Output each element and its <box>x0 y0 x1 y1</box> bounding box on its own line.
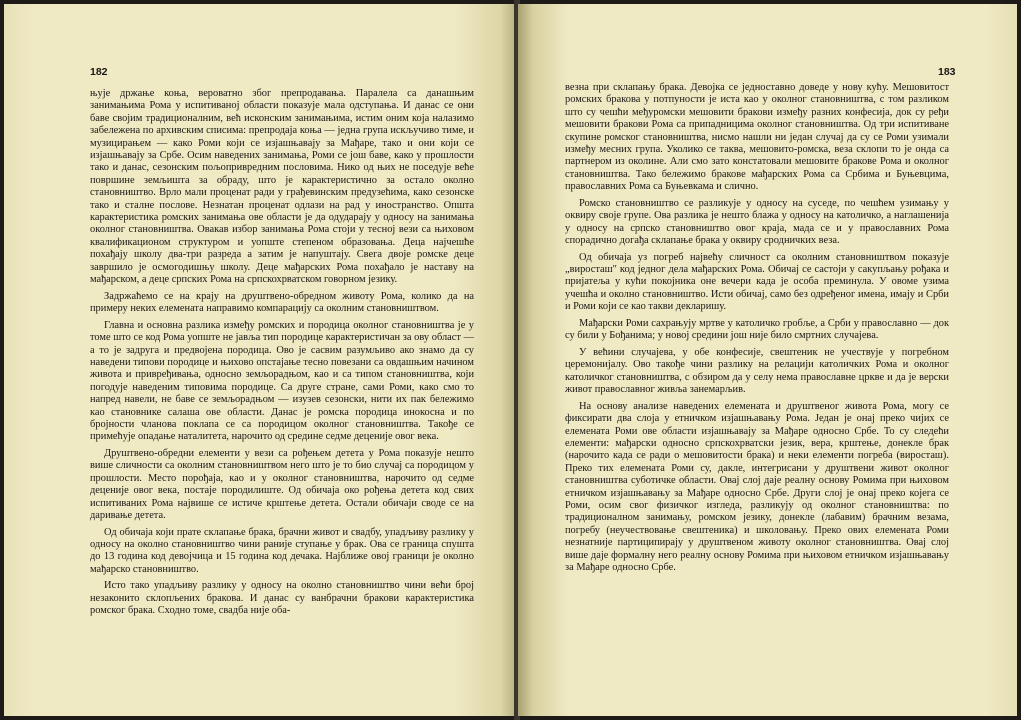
paragraph: Од обичаја који прате склапање брака, брачни живот и свадбу, упадљиву разлику у односу на околно становништво чини раније ступање у брак. Ова се граница спушта до 13 година код девојчица и 15 година код дечака. Најближе овој граници је околно мађарско становништво. <box>90 526 474 575</box>
paragraph: Главна и основна разлика између ромских и породица околног становништва је у томе што се код Рома уопште не јавља тип породице карактеристичан за ову област — а то је задруга и предвојена породица. Ово је сасвим разумљиво ако знамо да су наведени типови породице и њихово опстајање тесно повезани са овдашњим начином живота и привређивања, односно земљорадњом, као и са типом становништва, који погодује наведеним типовима породице. Са друге стране, сами Роми, како смо то напред навели, не баве се земљорадњом — изузев сезонски, нити их пак бележимо као становнике салаша ове области. Данас је ромска породица инокосна и по бројности чланова поклапа се са породицом околног становништва. Такође се примећује опадање наталитета, нарочито од средине седме деценије овог века. <box>90 319 474 443</box>
left-page-text <box>90 88 474 622</box>
paragraph: Мађарски Роми сахрањују мртве у католичко гробље, а Срби у православно — док су били у Бођанима; у новој средини још није било смртних случајева. <box>565 317 949 342</box>
paragraph: Задржаћемо се на крају на друштвено-обредном животу Рома, колико да на примеру неких елемената направимо компарацију са околним становништвом. <box>90 290 474 315</box>
paragraph: На основу анализе наведених елемената и друштвеног живота Рома, могу се фиксирати два слоја у етничком изјашњавању Рома. Један је онај преко чијих се елемената Роми ове области изјашњавају за Мађаре односно Србе. То су следећи елементи: мађарски односно српскохрватски језик, вера, крштење, донекле брак (нарочито када се ради о мешовитости брака) и неки елементи погреба (виросташ). Преко тих елемената Роми су, дакле, интегрисани у друштвени живот околног становништва суботичке области. Овај слој даје реалну основу Ромима при њиховом етничком изјашњавању за Мађаре односно Србе. Други слој је онај преко којега се Роми, осим свог физичког изгледа, разликују од околног становништва: по традиционалном занимању, ромском језику, донекле (лабавим) брачним везама, погребу (неучествовање свештеника) и школовању. Преко ових елемената Роми незнатније партиципирају у друштвеном животу околног становништва. Овај слој више даје формалну него реалну основу Ромима при њиховом етничком изјашњавању за Мађаре односно Србе. <box>565 400 949 573</box>
paragraph: Ромско становништво се разликује у односу на суседе, по чешћем узимању у оквиру своје групе. Ова разлика је нешто блажа у односу на католичко, а наглашенија у односу на српско становништво овог краја, мада се и у православних Рома спорадично догађа склапање брака у оквиру сродничких веза. <box>565 197 949 247</box>
paragraph: Исто тако упадљиву разлику у односу на околно становништво чини већи број незаконито склопљених бракова. И данас су ванбрачни бракови карактеристика ромског брака. Сходно томе, свадба није оба- <box>90 580 474 617</box>
right-page <box>518 4 1017 716</box>
paragraph: Од обичаја уз погреб највећу сличност са околним становништвом показује „виросташ" код једног дела мађарских Рома. Обичај се састоји у сакупљању рођака и пријатеља у кући покојника оне вечери када је особа преминула. У овоме узима учешћа и околно становништво. Исти обичај, само без одређеног имена, имају и Срби и Роми који се као такви декларишу. <box>565 251 949 313</box>
page-number-right: 183 <box>938 66 956 78</box>
paragraph: њује држање коња, вероватно због препродавања. Паралела са данашњим занимањима Рома у испитиваној области показује мала одступања. И данас се они баве својим традиционалним, већ исконским занимањима, истим оним која налазимо забележена по архивским списима: препродаја коња — једна група искључиво тиме, и музицирањем — како Роми који се изјашњавају за Мађаре, тако и они који се изјашњавају за Србе. Осим наведених занимања, Роми се још баве, како у прошлости тако и данас, сезонским пољопривредним пословима. Нико од њих не поседује веће површине земљишта за обраду, што је карактеристично за остало околно становништво. Врло мали проценат ради у грађевинским предузећима, како сезонске тако и сталне послове. Незнатан проценат одлази на рад у иностранство. Општа карактеристика ромских занимања ове области је да одударају у односу на занимања околног становништва. Овакав избор занимања Рома стоји у тесној вези са њиховом квалификационом структуром и уопште степеном образовања. Деца најчешће похађају школу два-три разреда а затим је напуштају. Свега двоје ромске деце завршило је осмогодишњу школу. Деце мађарских Рома похађало је наставу на мађарском, а деце српских Рома на српскохрватском говорном језику. <box>90 88 474 286</box>
left-page <box>4 4 516 716</box>
right-page-text <box>565 82 949 579</box>
page-number-left: 182 <box>90 66 108 78</box>
paragraph: везна при склапању брака. Девојка се једноставно доведе у нову кућу. Мешовитост ромских бракова у потпуности је иста као у околног становништва, с том разликом што су чешћи међуромски мешовити бракови између разних конфесија, док су ређи мешовити бракови Рома са припадницима околног становништва. Од три испитиване скупине ромског становништва, нисмо нашли ни један случај да су се Роми узимали између месних група. Уколико се таква, мешовито-ромска, веза склопи то је онда са партнером из околине. Али смо зато констатовали мешовите бракове Рома и околног становништва. Тако бележимо браковe мађарских Рома са Србима и Буњевцима, православних Рома са Буњевкама и слично. <box>565 82 949 193</box>
paragraph: У већини случајева, у обе конфесије, свештеник не учествује у погребном церемонијалу. Ово такође чини разлику на релацији католичких Рома и околног католичког становништва, с обзиром да у селу нема православне цркве и да је верски живот православног живља занемарљив. <box>565 346 949 396</box>
paragraph: Друштвено-обредни елементи у вези са рођењем детета у Рома показује нешто више сличности са околним становништвом него што је то био случај са породицом у прошлости. Место порођаја, као и у околног становништва, нарочито од седме деценије овог века, постаје породилиште. Од обичаја око рођења детета код свих испитиваних Рома највише се истиче крштење детета. Остали обичаји своде се на даривање детета. <box>90 447 474 521</box>
